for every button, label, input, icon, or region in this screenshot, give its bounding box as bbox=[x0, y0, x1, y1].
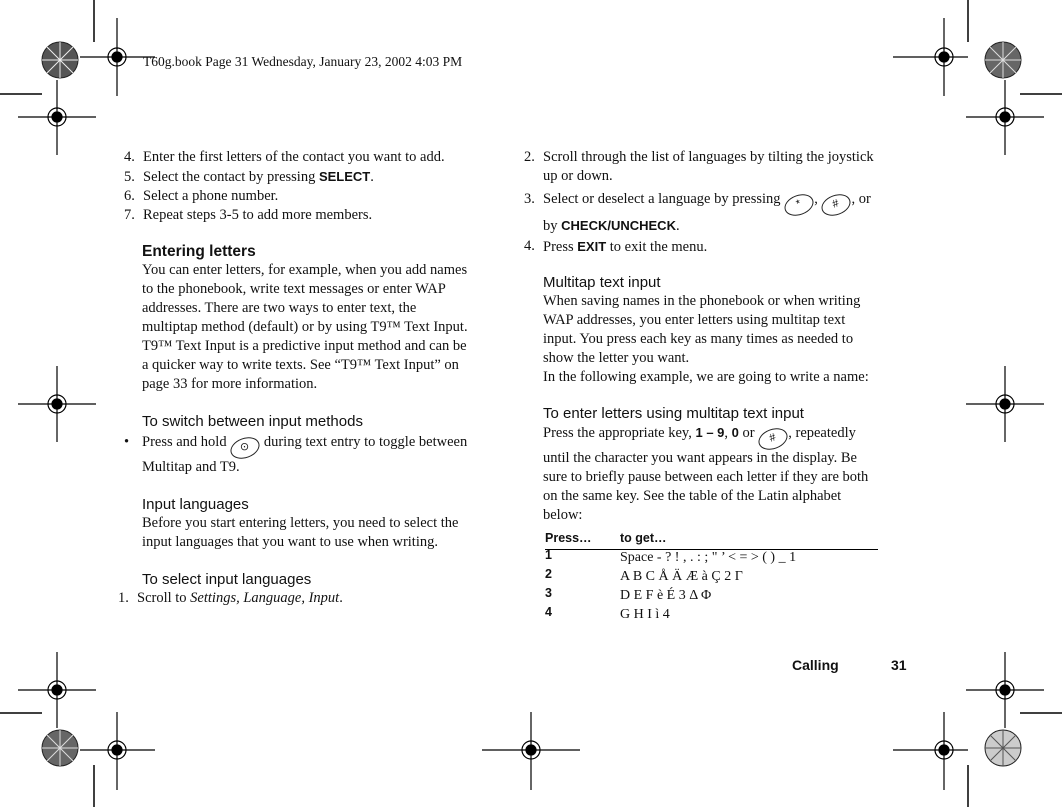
table-header-press: Press… bbox=[545, 531, 592, 545]
page-number: 31 bbox=[891, 657, 907, 673]
registration-target-bottom-center bbox=[482, 712, 580, 790]
exit-key: EXIT bbox=[577, 239, 607, 254]
registration-target-top-right bbox=[893, 18, 968, 96]
registration-target-left-middle bbox=[18, 366, 96, 442]
registration-target-left-upper bbox=[18, 80, 96, 155]
step-6: 6. Select a phone number. bbox=[124, 188, 279, 204]
table-row: 3 D E F è É 3 Δ Φ bbox=[545, 586, 712, 603]
hash-key-icon: # bbox=[756, 424, 791, 453]
select-languages-heading: To select input languages bbox=[142, 571, 312, 588]
registration-target-bottom-left bbox=[80, 712, 155, 790]
input-languages-body: Before you start entering letters, you need to select the input languages that you want to use when writing. bbox=[142, 515, 459, 550]
enter-letters-heading: To enter letters using multitap text input bbox=[543, 405, 804, 422]
table-row: 2 A B C Å Ä Æ à Ç 2 Γ bbox=[545, 567, 743, 584]
entering-letters-heading: Entering letters bbox=[142, 243, 256, 260]
step-5: 5. Select the contact by pressing SELECT. bbox=[124, 169, 374, 185]
left-column bbox=[118, 148, 509, 608]
keys-1-9: 1 – 9 bbox=[695, 425, 725, 440]
starburst-bottom-right bbox=[985, 730, 1021, 766]
key-0: 0 bbox=[731, 425, 739, 440]
registration-target-right-middle bbox=[966, 366, 1044, 442]
entering-letters-body: You can enter letters, for example, when you add names to the phonebook, write text messages or enter WAP addresses. There are two ways to enter text, the multiptap method (default) or by using T9™ Text Input. T9™ Text Input is a predictive input method and can be a quicker way to write texts. See “T9™ Text Input” on page 33 for more information. bbox=[142, 262, 468, 392]
check-uncheck-key: CHECK/UNCHECK bbox=[561, 218, 676, 233]
settings-path: Settings, Language, Input bbox=[190, 590, 340, 606]
latin-alphabet-table bbox=[545, 531, 878, 626]
star-key-icon: * bbox=[782, 190, 817, 219]
registration-target-left-lower bbox=[18, 652, 96, 728]
starburst-bottom-left bbox=[42, 730, 78, 766]
table-header bbox=[545, 531, 878, 549]
table-row: 4 G H I ì 4 bbox=[545, 605, 670, 622]
registration-target-right-upper bbox=[966, 80, 1044, 155]
starburst-top-left bbox=[42, 42, 78, 78]
table-header-to-get: to get… bbox=[620, 531, 667, 545]
left-steps bbox=[124, 148, 509, 225]
step-3: 3. Select or deselect a language by pressing * , # , or by CHECK/UNCHECK. bbox=[524, 191, 871, 234]
footer-section-title: Calling bbox=[792, 657, 839, 673]
mode-key-icon: ⊙ bbox=[228, 433, 263, 462]
enter-letters-body: Press the appropriate key, 1 – 9, 0 or # , repeatedly until the character you want appears in the display. Be sure to briefly pause between each letter if they are both on the same key. See the table of the Latin alphabet below: bbox=[543, 425, 869, 523]
select-key: SELECT bbox=[318, 169, 371, 184]
input-languages-heading: Input languages bbox=[142, 496, 249, 513]
step-4-exit: 4. Press EXIT to exit the menu. bbox=[524, 238, 708, 255]
starburst-top-right bbox=[985, 42, 1021, 78]
step-4: 4. Enter the first letters of the contact you want to add. bbox=[124, 149, 445, 165]
multitap-heading: Multitap text input bbox=[543, 274, 661, 291]
switch-methods-heading: To switch between input methods bbox=[142, 413, 363, 430]
step-2: 2. Scroll through the list of languages by tilting the joystick up or down. bbox=[524, 149, 874, 184]
right-column bbox=[524, 148, 914, 525]
table-row: 1 Space - ? ! , . : ; " ’ < = > ( ) _ 1 bbox=[545, 548, 797, 565]
step-7: 7. Repeat steps 3-5 to add more members. bbox=[124, 207, 373, 223]
hash-key-icon: # bbox=[819, 190, 854, 219]
switch-bullet-item: • Press and hold ⊙ during text entry to toggle between Multitap and T9. bbox=[124, 434, 468, 475]
step-1: 1. Scroll to Settings, Language, Input. bbox=[118, 590, 343, 606]
registration-target-bottom-right bbox=[893, 712, 968, 790]
book-header: T60g.book Page 31 Wednesday, January 23, 2002 4:03 PM bbox=[143, 54, 463, 69]
multitap-body: When saving names in the phonebook or when writing WAP addresses, you enter letters using multitap text input. You press each key as many times as needed to show the letter you want. In the following example, we are going to write a name: bbox=[543, 293, 869, 385]
registration-target-right-lower bbox=[966, 652, 1044, 728]
